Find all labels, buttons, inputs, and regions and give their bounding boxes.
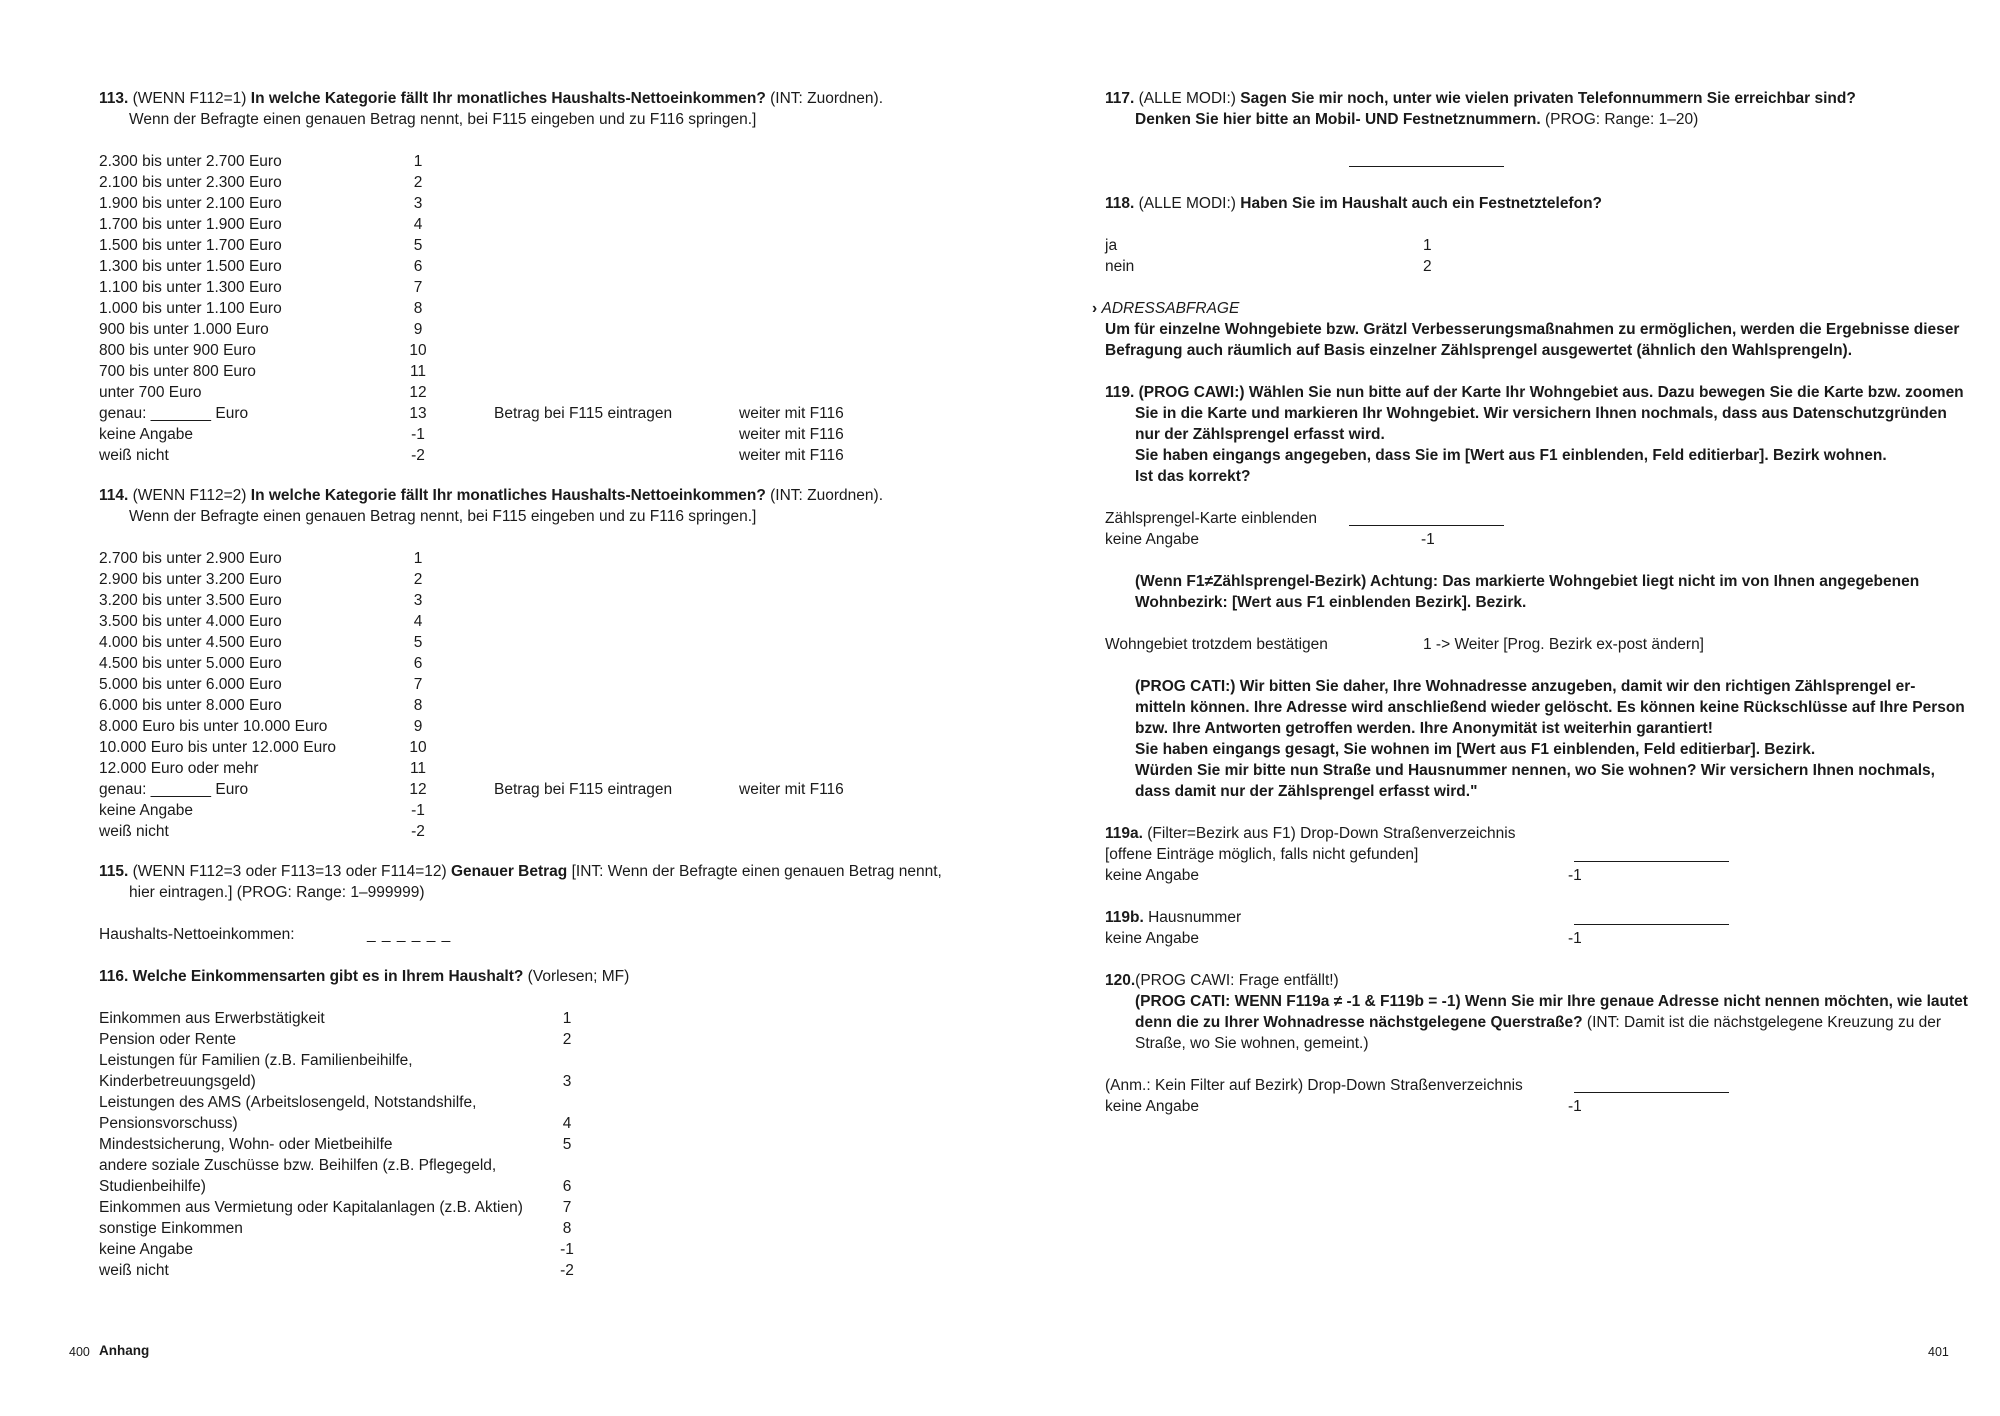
q119-text-line4: Sie haben eingangs angegeben, dass Sie im [Wert aus F1 einblenden, Feld editierbar]. Bezirk wohnen.	[1135, 447, 1887, 464]
option-note: Betrag bei F115 eintragen	[494, 405, 673, 422]
q113-instruction: Wenn der Befragte einen genauen Betrag nennt, bei F115 eingeben und zu F116 springen.]	[129, 111, 757, 128]
option-row[interactable]	[99, 1008, 719, 1029]
q119a-answer-line[interactable]	[1574, 861, 1729, 862]
option-label: 1.900 bis unter 2.100 Euro	[99, 195, 282, 212]
q119-cati-line4: Sie haben eingangs gesagt, Sie wohnen im [Wert aus F1 einblenden, Feld editierbar]. Bezirk.	[1135, 741, 1816, 758]
option-row[interactable]	[99, 1197, 719, 1218]
option-label: genau: _______ Euro	[99, 405, 249, 422]
option-row[interactable]	[99, 821, 899, 842]
option-next: weiter mit F116	[739, 405, 844, 422]
option-code: 11	[409, 363, 427, 380]
option-label: 1.500 bis unter 1.700 Euro	[99, 237, 282, 254]
option-row[interactable]	[99, 193, 899, 214]
adress-section-title: › ADRESSABFRAGE	[1092, 300, 1240, 317]
option-row[interactable]	[99, 1134, 719, 1155]
option-code: 8	[562, 1220, 572, 1237]
option-label: 700 bis unter 800 Euro	[99, 363, 256, 380]
option-code: 2	[562, 1031, 572, 1048]
option-label: 2.100 bis unter 2.300 Euro	[99, 174, 282, 191]
option-row[interactable]	[99, 1239, 719, 1260]
option-label: 1.300 bis unter 1.500 Euro	[99, 258, 282, 275]
q120-answer-line[interactable]	[1574, 1092, 1729, 1093]
option-code: -2	[411, 823, 425, 840]
option-next: weiter mit F116	[739, 426, 844, 443]
option-code: 6	[413, 258, 423, 275]
option-row[interactable]	[99, 151, 899, 172]
option-label: 8.000 Euro bis unter 10.000 Euro	[99, 718, 328, 735]
option-code: 7	[413, 279, 423, 296]
option-code: 1	[413, 550, 423, 567]
q119-warning-line2: Wohnbezirk: [Wert aus F1 einblenden Bezirk]. Bezirk.	[1135, 594, 1527, 611]
q119-cati-line2: mitteln können. Ihre Adresse wird anschließend wieder gelöscht. Es können keine Rückschlüsse auf Ihre Person	[1135, 699, 1965, 716]
option-row[interactable]	[99, 569, 899, 590]
option-label: 4.000 bis unter 4.500 Euro	[99, 634, 282, 651]
option-label: Einkommen aus Vermietung oder Kapitalanlagen (z.B. Aktien)	[99, 1199, 523, 1216]
option-note: Betrag bei F115 eintragen	[494, 781, 673, 798]
option-label: Studienbeihilfe)	[99, 1178, 206, 1195]
option-label: 4.500 bis unter 5.000 Euro	[99, 655, 282, 672]
option-row[interactable]	[99, 361, 899, 382]
q119-heading: 119. (PROG CAWI:) Wählen Sie nun bitte auf der Karte Ihr Wohngebiet aus. Dazu bewegen Sie die Karte bzw. zoomen	[1105, 384, 1964, 401]
option-label: Kinderbetreuungsgeld)	[99, 1073, 256, 1090]
option-row[interactable]	[99, 548, 899, 569]
chevron-right-icon: ›	[1092, 300, 1098, 317]
q120-heading: 120.(PROG CAWI: Frage entfällt!)	[1105, 972, 1339, 989]
option-code: 4	[413, 216, 423, 233]
option-code: 5	[413, 237, 423, 254]
q119-text-line3: nur der Zählsprengel erfasst wird.	[1135, 426, 1385, 443]
option-label: unter 700 Euro	[99, 384, 202, 401]
option-label: 1.100 bis unter 1.300 Euro	[99, 279, 282, 296]
option-code: 6	[413, 655, 423, 672]
option-label: 2.700 bis unter 2.900 Euro	[99, 550, 282, 567]
q119a-note: [offene Einträge möglich, falls nicht gefunden]	[1105, 846, 1419, 863]
option-row[interactable]	[99, 632, 899, 653]
q115-field-label: Haushalts-Nettoeinkommen:	[99, 926, 295, 943]
option-label: Pensionsvorschuss)	[99, 1115, 238, 1132]
option-label: genau: _______ Euro	[99, 781, 249, 798]
option-label: Leistungen für Familien (z.B. Familienbeihilfe,	[99, 1052, 413, 1069]
option-code: 13	[409, 405, 427, 422]
option-label: Leistungen des AMS (Arbeitslosengeld, Notstandshilfe,	[99, 1094, 477, 1111]
option-code: 1	[562, 1010, 572, 1027]
option-row[interactable]	[99, 737, 899, 758]
option-row[interactable]	[99, 382, 899, 403]
option-row[interactable]	[99, 298, 899, 319]
q119-text-line2: Sie in die Karte und markieren Ihr Wohngebiet. Wir versichern Ihnen nochmals, dass aus Datenschutzgründen	[1135, 405, 1947, 422]
option-label: 12.000 Euro oder mehr	[99, 760, 259, 777]
q115-instruction: hier eintragen.] (PROG: Range: 1–999999)	[129, 884, 425, 901]
q120-text-line4: Straße, wo Sie wohnen, gemeint.)	[1135, 1035, 1369, 1052]
q114-heading: 114. (WENN F112=2) In welche Kategorie fällt Ihr monatliches Haushalts-Nettoeinkommen? (INT: Zuordnen).	[99, 487, 883, 504]
q114-instruction: Wenn der Befragte einen genauen Betrag nennt, bei F115 eingeben und zu F116 springen.]	[129, 508, 757, 525]
option-code: 6	[562, 1178, 572, 1195]
page-number-left: 400	[69, 1345, 90, 1359]
q118-heading: 118. (ALLE MODI:) Haben Sie im Haushalt auch ein Festnetztelefon?	[1105, 195, 1603, 212]
option-code: 12	[409, 384, 427, 401]
q115-heading: 115. (WENN F112=3 oder F113=13 oder F114=12) Genauer Betrag [INT: Wenn der Befragte einen genauen Betrag nennt,	[99, 863, 942, 880]
option-label: 800 bis unter 900 Euro	[99, 342, 256, 359]
option-row[interactable]	[99, 1029, 719, 1050]
option-code: 3	[413, 195, 423, 212]
q120-option-keine-angabe[interactable]: keine Angabe -1	[1105, 1098, 1582, 1115]
adress-intro-line2: Befragung auch räumlich auf Basis einzelner Zählsprengel ausgewertet (ähnlich den Wahlsprengeln).	[1105, 342, 1853, 359]
option-code: 5	[413, 634, 423, 651]
option-label: andere soziale Zuschüsse bzw. Beihilfen (z.B. Pflegegeld,	[99, 1157, 497, 1174]
option-row[interactable]	[99, 403, 899, 424]
option-code: 2	[413, 571, 423, 588]
option-label: weiß nicht	[99, 1262, 169, 1279]
option-row[interactable]	[99, 1071, 719, 1092]
option-code: 9	[413, 718, 423, 735]
option-row[interactable]	[99, 695, 899, 716]
option-label: Einkommen aus Erwerbstätigkeit	[99, 1010, 325, 1027]
option-code: 3	[413, 592, 423, 609]
option-label: keine Angabe	[99, 426, 193, 443]
q119b-heading: 119b. Hausnummer	[1105, 909, 1242, 926]
option-row[interactable]	[99, 716, 899, 737]
option-code: 10	[409, 739, 427, 756]
option-row[interactable]	[99, 1176, 719, 1197]
option-row[interactable]	[99, 611, 899, 632]
option-code: 7	[413, 676, 423, 693]
option-row[interactable]	[99, 590, 899, 611]
option-row[interactable]	[99, 800, 899, 821]
option-code: 1	[413, 153, 423, 170]
option-row[interactable]	[99, 1092, 719, 1113]
option-code: -2	[560, 1262, 574, 1279]
option-code: 5	[562, 1136, 572, 1153]
option-label: Mindestsicherung, Wohn- oder Mietbeihilfe	[99, 1136, 393, 1153]
option-row[interactable]	[99, 445, 899, 466]
option-next: weiter mit F116	[739, 781, 844, 798]
q113-heading: 113. (WENN F112=1) In welche Kategorie fällt Ihr monatliches Haushalts-Nettoeinkommen? (INT: Zuordnen).	[99, 90, 883, 107]
q115-amount-field[interactable]: _ _ _ _ _ _	[367, 926, 452, 943]
q117-instruction: Denken Sie hier bitte an Mobil- UND Festnetznummern. (PROG: Range: 1–20)	[1135, 111, 1699, 128]
option-row[interactable]	[99, 653, 899, 674]
q120-anm: (Anm.: Kein Filter auf Bezirk) Drop-Down Straßenverzeichnis	[1105, 1077, 1523, 1094]
option-row[interactable]	[99, 1113, 719, 1134]
option-label: 900 bis unter 1.000 Euro	[99, 321, 269, 338]
q120-text-line2: (PROG CATI: WENN F119a ≠ -1 & F119b = -1) Wenn Sie mir Ihre genaue Adresse nicht nennen möchten, wie lautet	[1135, 993, 1968, 1010]
option-row[interactable]	[99, 214, 899, 235]
option-label: Pension oder Rente	[99, 1031, 237, 1048]
option-row[interactable]	[99, 256, 899, 277]
option-label: keine Angabe	[99, 1241, 193, 1258]
option-code: 8	[413, 697, 423, 714]
option-code: 9	[413, 321, 423, 338]
q118-option-nein[interactable]: nein 2	[1105, 258, 1432, 275]
option-row[interactable]	[99, 277, 899, 298]
q119-map-answer-line[interactable]	[1349, 525, 1504, 526]
q117-heading: 117. (ALLE MODI:) Sagen Sie mir noch, unter wie vielen privaten Telefonnummern Sie erreichbar sind?	[1105, 90, 1856, 107]
q119-cati-line3: bzw. Ihre Antworten getroffen werden. Ihre Anonymität ist weiterhin garantiert!	[1135, 720, 1713, 737]
option-label: 6.000 bis unter 8.000 Euro	[99, 697, 282, 714]
q119-option-keine-angabe[interactable]: keine Angabe -1	[1105, 531, 1435, 548]
option-code: 4	[413, 613, 423, 630]
option-row[interactable]	[99, 674, 899, 695]
option-row[interactable]	[99, 424, 899, 445]
option-code: 7	[562, 1199, 572, 1216]
section-title: Anhang	[99, 1343, 150, 1358]
option-label: 1.700 bis unter 1.900 Euro	[99, 216, 282, 233]
q119a-heading: 119a. (Filter=Bezirk aus F1) Drop-Down Straßenverzeichnis	[1105, 825, 1516, 842]
q119-text-line5: Ist das korrekt?	[1135, 468, 1251, 485]
option-label: 5.000 bis unter 6.000 Euro	[99, 676, 282, 693]
adress-intro-line1: Um für einzelne Wohngebiete bzw. Grätzl Verbesserungsmaßnahmen zu ermöglichen, werden die Ergebnisse dieser	[1105, 321, 1960, 338]
option-label: 3.500 bis unter 4.000 Euro	[99, 613, 282, 630]
q119-map-label: Zählsprengel-Karte einblenden	[1105, 510, 1317, 527]
option-code: 2	[413, 174, 423, 191]
option-code: 12	[409, 781, 427, 798]
q119-cati-line5: Würden Sie mir bitte nun Straße und Hausnummer nennen, wo Sie wohnen? Wir versichern Ihnen nochmals,	[1135, 762, 1935, 779]
option-row[interactable]	[99, 340, 899, 361]
option-row[interactable]	[99, 1260, 719, 1281]
option-code: 4	[562, 1115, 572, 1132]
option-row[interactable]	[99, 1155, 719, 1176]
q118-option-ja[interactable]: ja 1	[1105, 237, 1432, 254]
q119-cati-line6: dass damit nur der Zählsprengel erfasst wird."	[1135, 783, 1478, 800]
option-row[interactable]	[99, 319, 899, 340]
option-code: -1	[411, 802, 425, 819]
option-code: 3	[562, 1073, 572, 1090]
option-label: 2.300 bis unter 2.700 Euro	[99, 153, 282, 170]
q116-heading: 116. Welche Einkommensarten gibt es in Ihrem Haushalt? (Vorlesen; MF)	[99, 968, 630, 985]
option-label: 3.200 bis unter 3.500 Euro	[99, 592, 282, 609]
option-row[interactable]	[99, 1218, 719, 1239]
option-label: keine Angabe	[99, 802, 193, 819]
option-next: weiter mit F116	[739, 447, 844, 464]
option-code: 10	[409, 342, 427, 359]
q119-cati-line1: (PROG CATI:) Wir bitten Sie daher, Ihre Wohnadresse anzugeben, damit wir den richtigen Zählsprengel er-	[1135, 678, 1916, 695]
page-number-right: 401	[1928, 1345, 1949, 1359]
option-code: 11	[409, 760, 427, 777]
option-label: sonstige Einkommen	[99, 1220, 243, 1237]
option-row[interactable]	[99, 1050, 719, 1071]
q119b-answer-line[interactable]	[1574, 924, 1729, 925]
option-code: -1	[411, 426, 425, 443]
q119b-option-keine-angabe[interactable]: keine Angabe -1	[1105, 930, 1582, 947]
option-label: 1.000 bis unter 1.100 Euro	[99, 300, 282, 317]
q117-answer-line[interactable]	[1349, 166, 1504, 167]
option-label: weiß nicht	[99, 823, 169, 840]
q120-text-line3: denn die zu Ihrer Wohnadresse nächstgelegene Querstraße? (INT: Damit ist die nächstgelegene Kreuzung zu der	[1135, 1014, 1942, 1031]
q119a-option-keine-angabe[interactable]: keine Angabe -1	[1105, 867, 1582, 884]
q119-warning-line1: (Wenn F1≠Zählsprengel-Bezirk) Achtung: Das markierte Wohngebiet liegt nicht im von Ihnen angegebenen	[1135, 573, 1920, 590]
option-row[interactable]	[99, 235, 899, 256]
option-code: 8	[413, 300, 423, 317]
option-row[interactable]	[99, 172, 899, 193]
option-label: weiß nicht	[99, 447, 169, 464]
option-row[interactable]	[99, 779, 899, 800]
option-label: 10.000 Euro bis unter 12.000 Euro	[99, 739, 336, 756]
option-code: -2	[411, 447, 425, 464]
option-row[interactable]	[99, 758, 899, 779]
option-label: 2.900 bis unter 3.200 Euro	[99, 571, 282, 588]
option-code: -1	[560, 1241, 574, 1258]
q119-confirm-option[interactable]: Wohngebiet trotzdem bestätigen 1 -> Weiter [Prog. Bezirk ex-post ändern]	[1105, 636, 1704, 653]
